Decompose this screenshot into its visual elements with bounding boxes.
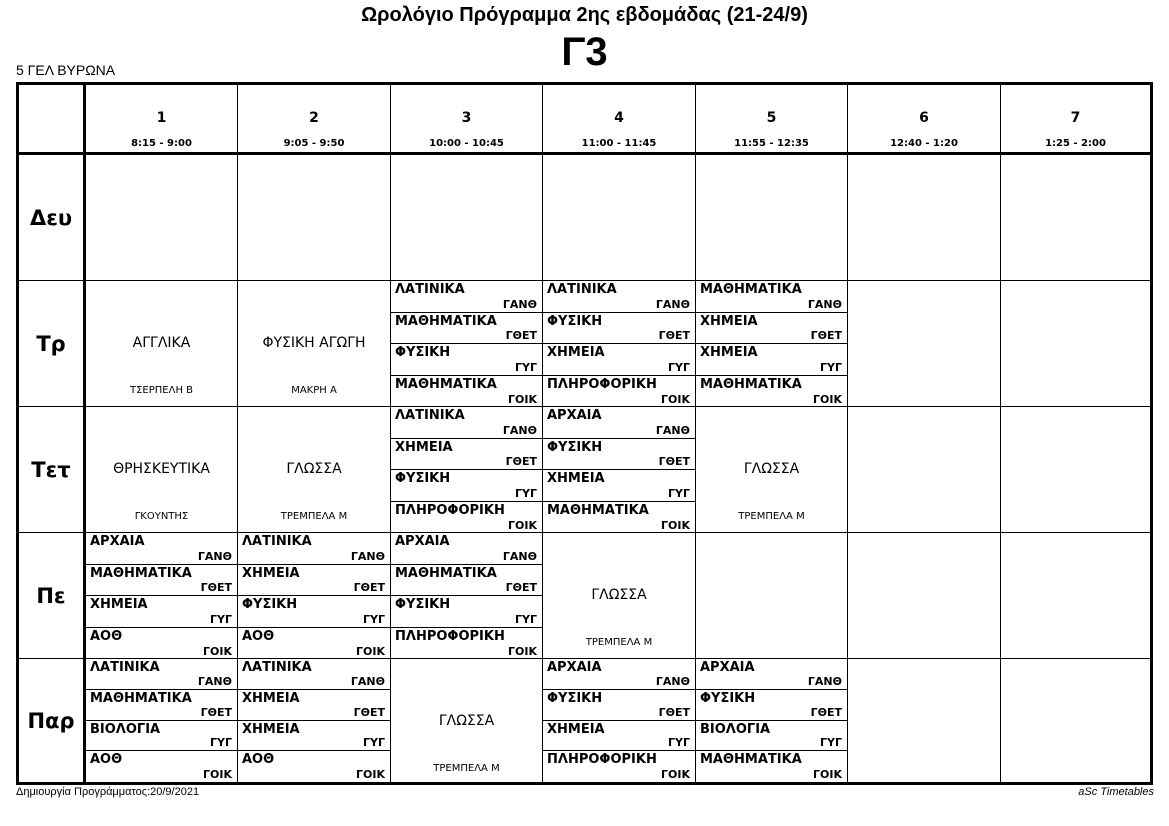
group-subject: ΧΗΜΕΙΑ [242,721,300,737]
group-lesson [391,565,542,597]
group-teacher: ΓΘΕΤ [658,705,690,719]
day-header [19,155,86,281]
group-teacher: ΓΘΕΤ [200,705,232,719]
group-teacher: ΓΘΕΤ [505,329,537,342]
group-lesson [391,533,542,565]
group-lesson [391,596,542,628]
lesson-cell [391,407,543,533]
group-subject: ΛΑΤΙΝΙΚΑ [395,282,465,297]
corner-cell [19,85,86,155]
group-teacher: ΓΥΓ [363,736,385,750]
day-header [19,407,86,533]
lesson-cell [848,407,1001,533]
lesson-cell [238,407,391,533]
group-subject: ΑΡΧΑΙΑ [395,534,450,549]
period-number: 5 [766,110,777,126]
lesson-cell [1001,281,1150,407]
school-name: 5 ΓΕΛ ΒΥΡΩΝΑ [16,62,116,78]
lesson-cell [696,407,848,533]
group-subject: ΑΡΧΑΙΑ [547,660,602,675]
group-subject: ΛΑΤΙΝΙΚΑ [242,534,312,549]
lesson-cell [543,407,696,533]
group-teacher: ΓΑΝΘ [807,297,842,311]
group-lesson [543,470,695,502]
lesson-cell [696,533,848,659]
group-subject: ΦΥΣΙΚΗ [242,597,298,612]
group-subject: ΧΗΜΕΙΑ [90,597,148,612]
group-lesson [543,407,695,439]
lesson-cell [238,659,391,782]
group-teacher: ΓΘΕΤ [810,329,842,342]
lesson-teacher: ΤΡΕΜΠΕΛΑ Μ [433,763,500,774]
day-label: Δευ [29,205,73,230]
group-teacher: ΓΟΙΚ [356,645,385,658]
lesson-cell [848,155,1001,281]
group-subject: ΠΛΗΡΟΦΟΡΙΚΗ [547,376,657,392]
lesson-cell [1001,155,1150,281]
lesson-subject: ΓΛΩΣΣΑ [743,461,800,477]
group-teacher: ΓΥΓ [820,360,842,374]
group-lesson [86,751,237,782]
group-lesson [391,470,542,502]
group-lesson [696,281,847,313]
group-subject: ΜΑΘΗΜΑΤΙΚΑ [90,565,192,581]
period-number: 6 [919,110,929,126]
group-subject: ΑΟΘ [242,628,275,644]
group-teacher: ΓΟΙΚ [508,645,537,658]
group-teacher: ΓΟΙΚ [356,768,385,781]
period-header [1001,85,1150,155]
group-teacher: ΓΟΙΚ [508,393,537,406]
group-subject: ΜΑΘΗΜΑΤΙΚΑ [547,502,649,518]
group-lesson [86,659,237,690]
group-teacher: ΓΟΙΚ [508,519,537,532]
period-time: 9:05 - 9:50 [283,138,345,149]
group-lesson [543,281,695,313]
group-teacher: ΓΑΝΘ [655,674,690,688]
lesson-cell [543,281,696,407]
group-subject: ΜΑΘΗΜΑΤΙΚΑ [395,376,497,392]
lesson-teacher: ΤΣΕΡΠΕΛΗ Β [129,385,193,396]
group-subject: ΦΥΣΙΚΗ [395,345,451,360]
lesson-cell [696,659,848,782]
group-teacher: ΓΘΕΤ [505,581,537,594]
group-lesson [391,502,542,534]
group-teacher: ΓΟΙΚ [813,393,842,406]
lesson-subject: ΓΛΩΣΣΑ [438,713,495,729]
group-lesson [391,407,542,439]
group-lesson [543,502,695,534]
group-teacher: ΓΥΓ [668,736,690,750]
group-subject: ΜΑΘΗΜΑΤΙΚΑ [395,313,497,329]
group-subject: ΛΑΤΙΝΙΚΑ [395,408,465,423]
group-teacher: ΓΥΓ [668,486,690,500]
group-subject: ΧΗΜΕΙΑ [547,345,605,360]
group-subject: ΑΡΧΑΙΑ [547,408,602,423]
group-teacher: ΓΘΕΤ [810,705,842,719]
group-lesson [696,751,847,782]
group-lesson [543,751,695,782]
lesson-subject: ΓΛΩΣΣΑ [286,461,342,477]
group-subject: ΜΑΘΗΜΑΤΙΚΑ [700,752,802,768]
group-lesson [391,344,542,376]
lesson-teacher: ΓΚΟΥΝΤΗΣ [134,511,189,522]
lesson-subject: ΦΥΣΙΚΗ ΑΓΩΓΗ [262,335,366,351]
lesson-teacher: ΤΡΕΜΠΕΛΑ Μ [585,637,653,648]
group-teacher: ΓΑΝΘ [197,549,232,563]
creation-date: Δημιουργία Προγράμματος:20/9/2021 [16,786,200,798]
period-number: 3 [461,110,472,126]
lesson-cell [86,281,238,407]
period-time: 10:00 - 10:45 [429,138,504,149]
software-credit: aSc Timetables [1078,786,1154,798]
period-number: 1 [156,110,167,126]
group-lesson [86,690,237,721]
group-teacher: ΓΟΙΚ [203,768,232,781]
lesson-cell [391,155,543,281]
group-subject: ΑΡΧΑΙΑ [90,534,145,549]
group-lesson [238,690,390,721]
group-teacher: ΓΘΕΤ [505,455,537,468]
group-lesson [696,659,847,690]
lesson-subject: ΘΡΗΣΚΕΥΤΙΚΑ [113,461,210,477]
lesson-cell [238,533,391,659]
group-teacher: ΓΑΝΘ [197,674,232,688]
group-lesson [696,344,847,376]
group-teacher: ΓΑΝΘ [502,297,537,311]
group-lesson [543,659,695,690]
lesson-cell [86,533,238,659]
group-subject: ΑΟΘ [90,752,123,768]
lesson-cell [543,659,696,782]
group-teacher: ΓΑΝΘ [502,423,537,437]
group-lesson [86,596,237,628]
period-time: 8:15 - 9:00 [131,138,192,149]
lesson-cell [848,659,1001,782]
period-header [848,85,1001,155]
day-header [19,281,86,407]
class-name: Γ3 [561,30,608,74]
lesson-teacher: ΤΡΕΜΠΕΛΑ Μ [280,511,348,522]
group-subject: ΧΗΜΕΙΑ [395,439,453,455]
group-lesson [391,439,542,471]
lesson-cell [848,533,1001,659]
group-subject: ΦΥΣΙΚΗ [547,313,603,329]
group-teacher: ΓΘΕΤ [658,329,690,342]
group-subject: ΒΙΟΛΟΓΙΑ [700,721,771,737]
lesson-cell [848,281,1001,407]
group-teacher: ΓΥΓ [363,612,385,626]
timetable-grid [16,82,1153,785]
lesson-cell [543,533,696,659]
lesson-cell [696,155,848,281]
period-number: 4 [614,110,624,126]
lesson-cell [543,155,696,281]
group-teacher: ΓΥΓ [668,360,690,374]
group-lesson [238,533,390,565]
group-lesson [543,690,695,721]
group-teacher: ΓΘΕΤ [200,581,232,594]
group-subject: ΠΛΗΡΟΦΟΡΙΚΗ [395,628,505,644]
group-teacher: ΓΘΕΤ [353,705,385,719]
group-teacher: ΓΑΝΘ [350,549,385,563]
group-lesson [543,313,695,345]
group-teacher: ΓΟΙΚ [813,768,842,781]
lesson-cell [1001,407,1150,533]
day-header [19,659,86,782]
group-lesson [543,721,695,752]
group-teacher: ΓΑΝΘ [350,674,385,688]
group-lesson [238,721,390,752]
group-subject: ΦΥΣΙΚΗ [395,597,451,612]
group-teacher: ΓΥΓ [820,736,842,750]
group-subject: ΑΡΧΑΙΑ [700,660,755,675]
period-header [86,85,238,155]
group-lesson [86,565,237,597]
group-lesson [391,313,542,345]
period-time: 1:25 - 2:00 [1045,138,1106,149]
group-teacher: ΓΘΕΤ [658,455,690,468]
lesson-cell [391,533,543,659]
group-subject: ΜΑΘΗΜΑΤΙΚΑ [700,376,802,392]
period-number: 7 [1070,110,1081,126]
group-subject: ΒΙΟΛΟΓΙΑ [90,721,161,737]
day-label: Τετ [31,457,71,482]
group-lesson [391,281,542,313]
period-header [543,85,696,155]
group-lesson [238,565,390,597]
lesson-cell [86,407,238,533]
group-subject: ΧΗΜΕΙΑ [547,721,605,737]
lesson-teacher: ΜΑΚΡΗ Α [291,385,337,396]
group-teacher: ΓΥΓ [515,360,537,374]
group-lesson [696,376,847,408]
group-subject: ΜΑΘΗΜΑΤΙΚΑ [395,565,497,581]
group-subject: ΦΥΣΙΚΗ [547,439,603,455]
group-teacher: ΓΟΙΚ [203,645,232,658]
day-label: Πε [36,583,66,608]
group-lesson [238,596,390,628]
group-subject: ΧΗΜΕΙΑ [700,345,758,360]
group-subject: ΧΗΜΕΙΑ [547,471,605,486]
day-label: Παρ [27,708,75,733]
group-lesson [696,313,847,345]
group-lesson [696,721,847,752]
lesson-cell [391,281,543,407]
group-subject: ΛΑΤΙΝΙΚΑ [547,282,617,297]
group-lesson [391,376,542,408]
group-lesson [238,628,390,660]
group-teacher: ΓΟΙΚ [661,519,690,532]
group-teacher: ΓΥΓ [210,736,232,750]
group-lesson [238,751,390,782]
day-header [19,533,86,659]
group-lesson [86,533,237,565]
period-header [391,85,543,155]
group-teacher: ΓΑΝΘ [655,297,690,311]
group-lesson [696,690,847,721]
group-subject: ΧΗΜΕΙΑ [700,313,758,329]
group-lesson [238,659,390,690]
lesson-cell [86,155,238,281]
lesson-cell [696,281,848,407]
group-teacher: ΓΥΓ [210,612,232,626]
group-lesson [86,628,237,660]
period-header [238,85,391,155]
group-lesson [543,376,695,408]
group-subject: ΦΥΣΙΚΗ [700,690,756,706]
group-subject: ΦΥΣΙΚΗ [395,471,451,486]
group-subject: ΧΗΜΕΙΑ [242,690,300,706]
group-subject: ΜΑΘΗΜΑΤΙΚΑ [90,690,192,706]
group-subject: ΦΥΣΙΚΗ [547,690,603,706]
group-subject: ΠΛΗΡΟΦΟΡΙΚΗ [547,752,657,768]
group-subject: ΛΑΤΙΝΙΚΑ [90,660,160,675]
group-lesson [543,439,695,471]
lesson-teacher: ΤΡΕΜΠΕΛΑ Μ [738,511,805,522]
lesson-subject: ΑΓΓΛΙΚΑ [132,335,191,351]
lesson-subject: ΓΛΩΣΣΑ [591,587,647,603]
group-teacher: ΓΘΕΤ [353,581,385,594]
group-subject: ΜΑΘΗΜΑΤΙΚΑ [700,282,802,297]
group-teacher: ΓΟΙΚ [661,393,690,406]
day-label: Τρ [36,331,66,356]
period-time: 12:40 - 1:20 [890,138,958,149]
period-time: 11:55 - 12:35 [734,138,809,149]
group-subject: ΑΟΘ [90,628,123,644]
group-subject: ΛΑΤΙΝΙΚΑ [242,660,312,675]
group-subject: ΠΛΗΡΟΦΟΡΙΚΗ [395,502,505,518]
lesson-cell [238,155,391,281]
group-lesson [391,628,542,660]
lesson-cell [1001,533,1150,659]
period-time: 11:00 - 11:45 [581,138,657,149]
timetable-title: Ωρολόγιο Πρόγραμμα 2ης εβδομάδας (21-24/9) [361,4,808,26]
group-teacher: ΓΥΓ [515,612,537,626]
group-teacher: ΓΑΝΘ [655,423,690,437]
group-subject: ΧΗΜΕΙΑ [242,565,300,581]
group-teacher: ΓΥΓ [515,486,537,500]
lesson-cell [1001,659,1150,782]
group-lesson [543,344,695,376]
lesson-cell [86,659,238,782]
lesson-cell [238,281,391,407]
group-teacher: ΓΑΝΘ [502,549,537,563]
group-lesson [86,721,237,752]
group-teacher: ΓΟΙΚ [661,768,690,781]
lesson-cell [391,659,543,782]
group-subject: ΑΟΘ [242,752,275,768]
period-number: 2 [309,110,319,126]
group-teacher: ΓΑΝΘ [807,674,842,688]
period-header [696,85,848,155]
